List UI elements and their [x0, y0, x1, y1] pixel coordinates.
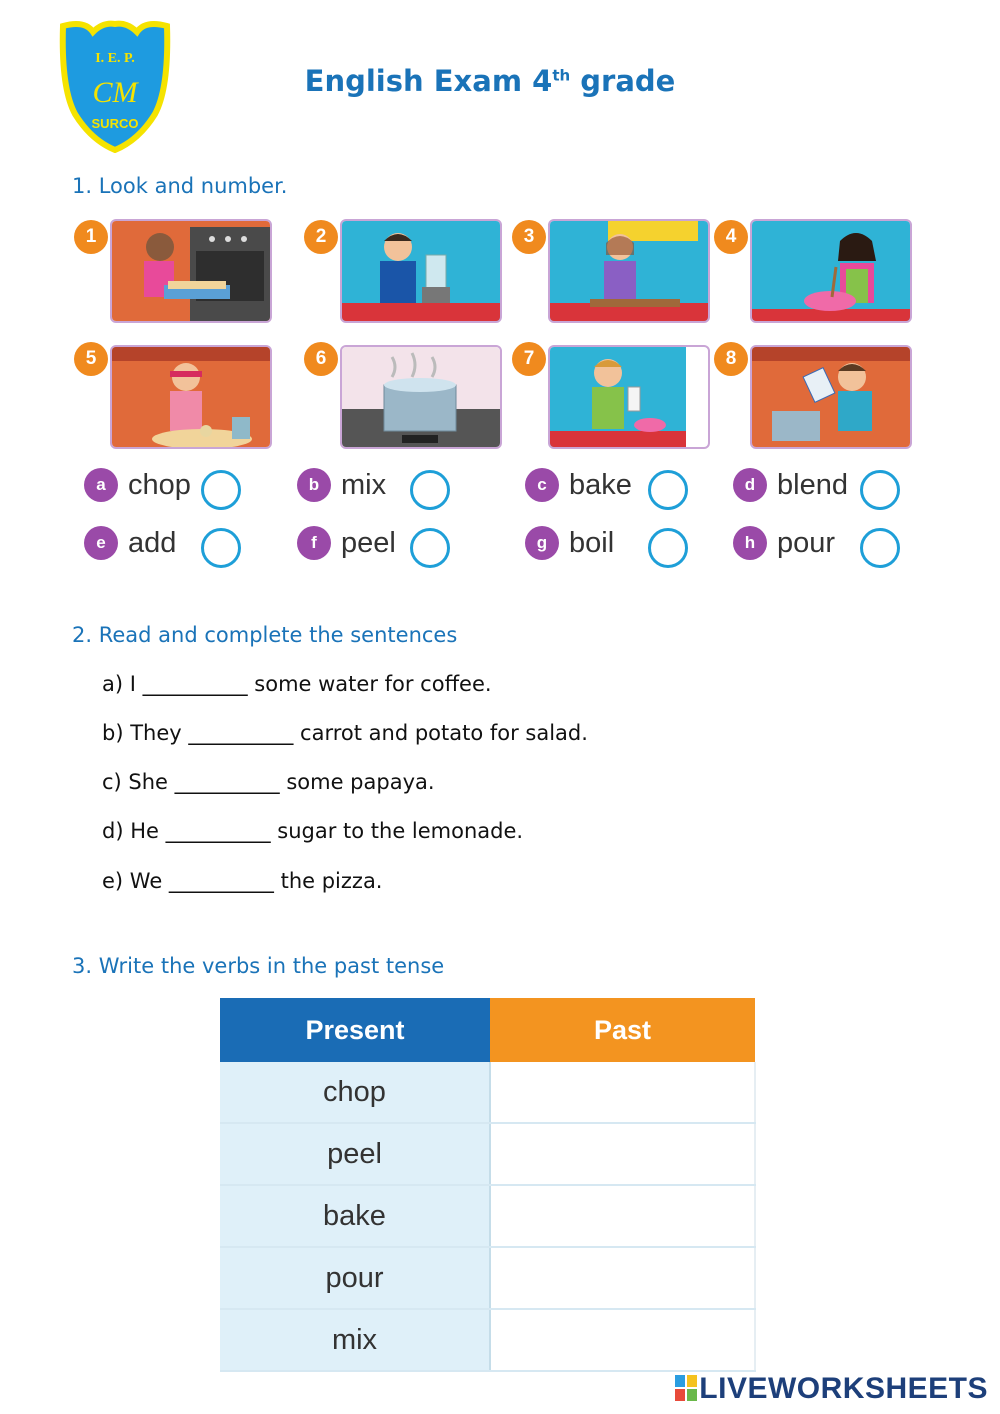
sentence-c[interactable]: c) She __________ some papaya. — [102, 770, 435, 794]
picture-number-badge: 5 — [74, 342, 108, 376]
woman-chopping-icon — [550, 221, 708, 321]
liveworksheets-logo — [675, 1372, 988, 1406]
answer-circle-c[interactable] — [648, 470, 688, 510]
letter-badge: h — [733, 526, 767, 560]
word-label: chop — [128, 468, 191, 501]
boy-pouring-sugar-icon — [752, 347, 910, 447]
girl-baking-tray-oven-icon — [112, 221, 270, 321]
word-choice-d — [733, 468, 848, 512]
svg-text:SURCO: SURCO — [91, 116, 139, 131]
table-row — [220, 1062, 755, 1123]
picture-4 — [750, 219, 912, 323]
picture-number-badge: 1 — [74, 220, 108, 254]
word-choice-b — [297, 468, 386, 512]
present-verb: peel — [220, 1123, 490, 1185]
word-label: boil — [569, 526, 615, 559]
answer-circle-a[interactable] — [201, 470, 241, 510]
word-label: bake — [569, 468, 632, 501]
answer-circle-b[interactable] — [410, 470, 450, 510]
sentence-e[interactable]: e) We __________ the pizza. — [102, 869, 383, 893]
picture-3 — [548, 219, 710, 323]
present-verb: mix — [220, 1309, 490, 1371]
section2-title: 2. Read and complete the sentences — [72, 623, 458, 647]
word-choice-a — [84, 468, 191, 512]
answer-circle-f[interactable] — [410, 528, 450, 568]
past-answer-cell[interactable] — [490, 1123, 755, 1185]
girl-peeling-icon — [112, 347, 270, 447]
answer-circle-h[interactable] — [860, 528, 900, 568]
past-answer-input[interactable] — [501, 1133, 745, 1175]
section3-title: 3. Write the verbs in the past tense — [72, 954, 445, 978]
word-choice-e — [84, 526, 176, 570]
page-title: English Exam 4th grade — [304, 64, 676, 98]
letter-badge: d — [733, 468, 767, 502]
verb-tense-table — [220, 998, 756, 1372]
past-header: Past — [490, 998, 755, 1062]
past-answer-input[interactable] — [501, 1257, 745, 1299]
table-row — [220, 1185, 755, 1247]
girl-mixing-bowl-icon — [752, 221, 910, 321]
sentence-d[interactable]: d) He __________ sugar to the lemonade. — [102, 819, 524, 843]
letter-badge: g — [525, 526, 559, 560]
picture-2 — [340, 219, 502, 323]
picture-number-badge: 2 — [304, 220, 338, 254]
word-label: peel — [341, 526, 396, 559]
word-label: pour — [777, 526, 836, 559]
present-verb: bake — [220, 1185, 490, 1247]
past-answer-input[interactable] — [501, 1071, 745, 1113]
boy-adding-milk-icon — [550, 347, 686, 447]
brand-text: LIVEWORKSHEETS — [699, 1372, 988, 1405]
sentence-b[interactable]: b) They __________ carrot and potato for salad. — [102, 721, 588, 745]
word-label: mix — [341, 468, 387, 501]
word-choice-g — [525, 526, 614, 570]
picture-number-badge: 8 — [714, 342, 748, 376]
picture-number-badge: 4 — [714, 220, 748, 254]
table-row — [220, 1309, 755, 1371]
picture-8 — [750, 345, 912, 449]
picture-number-badge: 7 — [512, 342, 546, 376]
word-label: blend — [777, 468, 848, 501]
picture-5 — [110, 345, 272, 449]
word-choice-f — [297, 526, 396, 570]
word-choice-h — [733, 526, 835, 570]
answer-circle-g[interactable] — [648, 528, 688, 568]
sentence-a[interactable]: a) I __________ some water for coffee. — [102, 672, 492, 696]
past-answer-cell[interactable] — [490, 1185, 755, 1247]
picture-number-badge: 6 — [304, 342, 338, 376]
present-header: Present — [220, 998, 490, 1062]
svg-text:CM: CM — [92, 76, 138, 109]
picture-number-badge: 3 — [512, 220, 546, 254]
picture-6 — [340, 345, 502, 449]
word-label: add — [128, 526, 177, 559]
letter-badge: f — [297, 526, 331, 560]
table-row — [220, 1123, 755, 1185]
past-answer-input[interactable] — [501, 1319, 745, 1361]
pot-boiling-icon — [342, 347, 500, 447]
picture-7 — [548, 345, 710, 449]
letter-badge: b — [297, 468, 331, 502]
past-answer-cell[interactable] — [490, 1062, 755, 1123]
present-verb: pour — [220, 1247, 490, 1309]
word-choice-c — [525, 468, 632, 512]
answer-circle-e[interactable] — [201, 528, 241, 568]
answer-circle-d[interactable] — [860, 470, 900, 510]
letter-badge: e — [84, 526, 118, 560]
liveworksheets-icon — [675, 1375, 697, 1401]
past-answer-cell[interactable] — [490, 1247, 755, 1309]
table-row — [220, 1247, 755, 1309]
boy-blender-icon — [342, 221, 500, 321]
past-answer-cell[interactable] — [490, 1309, 755, 1371]
section1-title: 1. Look and number. — [72, 174, 288, 198]
past-answer-input[interactable] — [501, 1195, 745, 1237]
present-verb: chop — [220, 1062, 490, 1123]
letter-badge: a — [84, 468, 118, 502]
letter-badge: c — [525, 468, 559, 502]
svg-text:I. E. P.: I. E. P. — [95, 51, 135, 66]
picture-1 — [110, 219, 272, 323]
